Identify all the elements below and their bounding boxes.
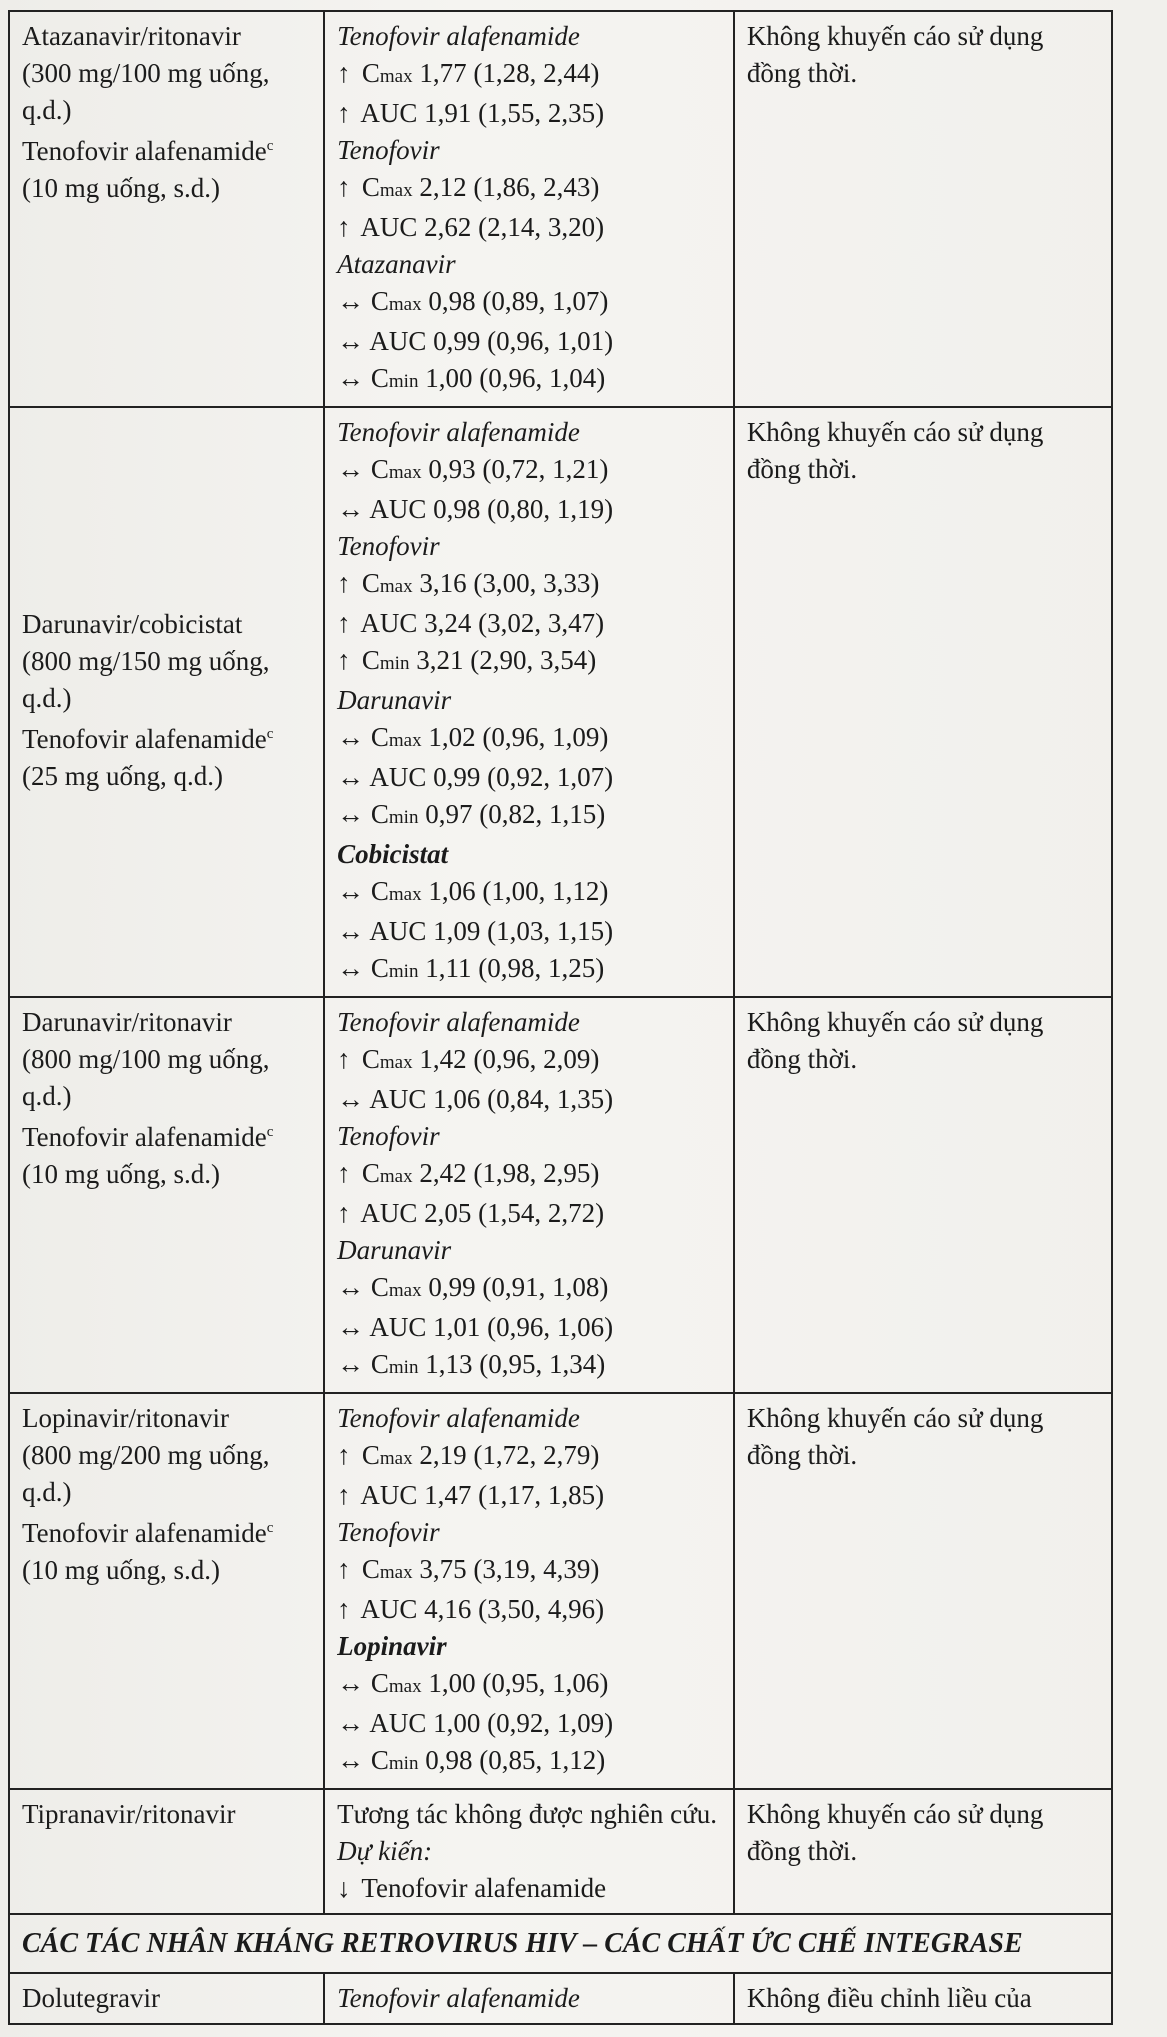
table-body	[9, 11, 1112, 2024]
effect-param: C	[370, 454, 389, 484]
effect-param-sub: max	[379, 576, 413, 597]
table-row	[9, 997, 1112, 1393]
effect-line	[337, 1628, 723, 1665]
effect-line	[337, 1705, 723, 1742]
effect-arrow: ↑	[337, 1158, 351, 1188]
drug-cell	[9, 11, 324, 407]
drug-cell	[9, 1789, 324, 1914]
drug-entry	[22, 1004, 313, 1115]
effect-value: 3,21 (2,90, 3,54)	[416, 645, 597, 675]
drug-dose: (10 mg uống, s.d.)	[22, 173, 220, 203]
drug-entry	[22, 133, 313, 207]
effect-line	[337, 283, 723, 323]
effect-arrow: ↑	[337, 1554, 351, 1584]
recommendation-cell	[734, 407, 1112, 997]
effect-param-sub: max	[379, 66, 413, 87]
effect-line	[337, 1155, 723, 1195]
drug-dose: (10 mg uống, s.d.)	[22, 1159, 220, 1189]
drug-entry	[22, 1400, 313, 1511]
effect-value: 1,06 (0,84, 1,35)	[433, 1084, 614, 1114]
effect-param-sub: min	[388, 807, 419, 828]
effect-param: AUC	[360, 212, 418, 242]
effect-value: 1,09 (1,03, 1,15)	[433, 916, 614, 946]
effect-value: 1,02 (0,96, 1,09)	[428, 722, 609, 752]
effect-arrow: ↔	[337, 1745, 365, 1775]
effect-value: 0,99 (0,92, 1,07)	[433, 762, 614, 792]
recommendation-cell	[734, 11, 1112, 407]
effect-value: 1,91 (1,55, 2,35)	[424, 98, 605, 128]
effect-param: C	[370, 1668, 389, 1698]
effect-arrow: ↔	[337, 876, 365, 906]
effect-value: 0,98 (0,89, 1,07)	[428, 286, 609, 316]
effect-line	[337, 1309, 723, 1346]
drug-entry	[22, 606, 313, 717]
effect-value: 2,62 (2,14, 3,20)	[424, 212, 605, 242]
effect-param: C	[370, 1745, 389, 1775]
effect-value: 0,99 (0,96, 1,01)	[433, 326, 614, 356]
effect-note: Dự kiến:	[337, 1836, 433, 1866]
effect-line	[337, 1437, 723, 1477]
drug-dose: (25 mg uống, q.d.)	[22, 760, 223, 791]
effect-drug: Tenofovir alafenamide	[337, 1007, 580, 1037]
effect-cell	[324, 1789, 734, 1914]
effect-arrow: ↑	[337, 172, 351, 202]
effect-arrow: ↔	[337, 326, 365, 356]
effect-value: 1,00 (0,95, 1,06)	[428, 1668, 609, 1698]
recommendation-text: Không khuyến cáo sử dụng đồng thời.	[746, 417, 1044, 484]
effect-line	[337, 1591, 723, 1628]
drug-dose: (800 mg/150 mg uống, q.d.)	[22, 645, 270, 713]
drug-name: Tenofovir alafenamide	[22, 136, 267, 166]
effect-value: 2,19 (1,72, 2,79)	[419, 1440, 600, 1470]
effect-cell	[324, 407, 734, 997]
effect-arrow: ↑	[337, 58, 351, 88]
effect-param: AUC	[369, 916, 427, 946]
drug-entry	[22, 1515, 313, 1589]
effect-arrow: ↓	[337, 1873, 351, 1903]
effect-param: C	[370, 1272, 389, 1302]
effect-arrow: ↑	[337, 608, 351, 638]
effect-param: AUC	[360, 1594, 418, 1624]
effect-param-sub: max	[388, 462, 422, 483]
effect-note: Tương tác không được nghiên cứu.	[337, 1799, 718, 1829]
effect-param-sub: max	[379, 1166, 413, 1187]
effect-arrow: ↔	[337, 1349, 365, 1379]
effect-drug: Darunavir	[337, 1235, 452, 1265]
drug-name: Lopinavir/ritonavir	[22, 1403, 229, 1433]
effect-line	[337, 169, 723, 209]
effect-param: C	[361, 1158, 380, 1188]
effect-drug: Tenofovir alafenamide	[337, 1403, 580, 1433]
effect-value: 0,93 (0,72, 1,21)	[428, 454, 609, 484]
recommendation-cell	[734, 1973, 1112, 2024]
effect-param-sub: max	[388, 294, 422, 315]
drug-name: Atazanavir/ritonavir	[22, 21, 241, 51]
effect-arrow: ↑	[337, 645, 351, 675]
effect-param-sub: max	[379, 180, 413, 201]
effect-value: 4,16 (3,50, 4,96)	[424, 1594, 605, 1624]
effect-param: C	[370, 876, 389, 906]
effect-line	[337, 360, 723, 400]
effect-line	[337, 796, 723, 836]
recommendation-cell	[734, 997, 1112, 1393]
effect-value: 3,24 (3,02, 3,47)	[424, 608, 605, 638]
effect-value: 0,97 (0,82, 1,15)	[425, 799, 606, 829]
effect-drug: Tenofovir	[337, 1121, 440, 1151]
effect-arrow: ↔	[337, 1272, 365, 1302]
effect-line	[337, 132, 723, 169]
effect-drug: Tenofovir	[337, 531, 440, 561]
effect-drug: Tenofovir alafenamide	[337, 1983, 580, 2013]
effect-drug: Atazanavir	[337, 249, 456, 279]
footnote-mark: c	[266, 1124, 274, 1140]
effect-param: Tenofovir alafenamide	[361, 1873, 607, 1903]
effect-arrow: ↑	[337, 1198, 351, 1228]
effect-arrow: ↔	[337, 916, 365, 946]
effect-cell	[324, 997, 734, 1393]
table-row	[9, 1393, 1112, 1789]
effect-param-sub: max	[388, 1280, 422, 1301]
effect-drug: Darunavir	[337, 685, 452, 715]
recommendation-text: Không điều chỉnh liều của	[746, 1983, 1032, 2013]
recommendation-text: Không khuyến cáo sử dụng đồng thời.	[746, 21, 1044, 88]
effect-value: 0,98 (0,80, 1,19)	[433, 494, 614, 524]
effect-param-sub: max	[388, 1676, 422, 1697]
effect-line	[337, 1269, 723, 1309]
effect-param-sub: max	[379, 1052, 413, 1073]
effect-value: 1,77 (1,28, 2,44)	[419, 58, 600, 88]
effect-line	[337, 1004, 723, 1041]
effect-arrow: ↔	[337, 1668, 365, 1698]
drug-name: Tenofovir alafenamide	[22, 723, 267, 754]
drug-name: Tenofovir alafenamide	[22, 1518, 267, 1548]
drug-dose: (300 mg/100 mg uống, q.d.)	[22, 58, 270, 125]
effect-value: 1,06 (1,00, 1,12)	[428, 876, 609, 906]
effect-param: C	[361, 172, 380, 202]
effect-param-sub: min	[388, 1753, 419, 1774]
effect-value: 3,16 (3,00, 3,33)	[419, 568, 600, 598]
effect-value: 1,00 (0,92, 1,09)	[433, 1708, 614, 1738]
effect-line	[337, 1870, 723, 1907]
effect-line	[337, 1041, 723, 1081]
effect-param-sub: max	[388, 730, 422, 751]
effect-param: AUC	[369, 1312, 427, 1342]
effect-line	[337, 1551, 723, 1591]
effect-line	[337, 1232, 723, 1269]
table-row	[9, 11, 1112, 407]
effect-value: 2,12 (1,86, 2,43)	[419, 172, 600, 202]
effect-line	[337, 1796, 723, 1833]
effect-param-sub: max	[388, 884, 422, 905]
effect-line	[337, 1514, 723, 1551]
drug-dose: (800 mg/100 mg uống, q.d.)	[22, 1044, 270, 1111]
effect-arrow: ↔	[337, 953, 365, 983]
effect-line	[337, 323, 723, 360]
recommendation-text: Không khuyến cáo sử dụng đồng thời.	[746, 1799, 1044, 1866]
footnote-mark: c	[266, 725, 274, 742]
drug-name: Tipranavir/ritonavir	[22, 1799, 236, 1829]
effect-line	[337, 451, 723, 491]
effect-param: AUC	[369, 326, 427, 356]
effect-param-sub: max	[379, 1562, 413, 1583]
effect-line	[337, 1195, 723, 1232]
effect-line	[337, 414, 723, 451]
footnote-mark: c	[266, 1520, 274, 1536]
effect-line	[337, 1400, 723, 1437]
effect-param: C	[370, 953, 389, 983]
effect-line	[337, 1477, 723, 1514]
effect-arrow: ↑	[337, 212, 351, 242]
effect-line	[337, 55, 723, 95]
effect-line	[337, 836, 723, 873]
effect-line	[337, 1665, 723, 1705]
effect-arrow: ↔	[337, 722, 365, 752]
effect-param-sub: min	[388, 961, 419, 982]
effect-value: 1,47 (1,17, 1,85)	[424, 1480, 605, 1510]
drug-cell	[9, 407, 324, 997]
effect-line	[337, 565, 723, 605]
effect-line	[337, 1346, 723, 1386]
effect-value: 0,99 (0,91, 1,08)	[428, 1272, 609, 1302]
drug-name: Darunavir/cobicistat	[22, 608, 243, 639]
effect-line	[337, 18, 723, 55]
effect-arrow: ↔	[337, 286, 365, 316]
recommendation-text: Không khuyến cáo sử dụng đồng thời.	[746, 1007, 1044, 1074]
effect-line	[337, 491, 723, 528]
table-row	[9, 1973, 1112, 2024]
drug-dose: (10 mg uống, s.d.)	[22, 1555, 220, 1585]
effect-param: AUC	[360, 1198, 418, 1228]
drug-entry	[22, 721, 313, 795]
effect-line	[337, 209, 723, 246]
effect-param: C	[361, 645, 380, 675]
drug-cell	[9, 997, 324, 1393]
table-row	[9, 1789, 1112, 1914]
effect-value: 1,11 (0,98, 1,25)	[425, 953, 605, 983]
effect-value: 1,42 (0,96, 2,09)	[419, 1044, 600, 1074]
effect-value: 2,05 (1,54, 2,72)	[424, 1198, 605, 1228]
effect-value: 0,98 (0,85, 1,12)	[425, 1745, 606, 1775]
effect-cell	[324, 11, 734, 407]
drug-name: Darunavir/ritonavir	[22, 1007, 232, 1037]
effect-param: AUC	[369, 1708, 427, 1738]
effect-line	[337, 1833, 723, 1870]
effect-arrow: ↔	[337, 762, 365, 792]
effect-arrow: ↑	[337, 1440, 351, 1470]
effect-param: C	[370, 363, 389, 393]
effect-param: AUC	[369, 1084, 427, 1114]
effect-arrow: ↔	[337, 454, 365, 484]
effect-line	[337, 719, 723, 759]
section-header-row	[9, 1914, 1112, 1973]
table-row	[9, 407, 1112, 997]
drug-entry	[22, 1796, 313, 1833]
effect-arrow: ↑	[337, 1480, 351, 1510]
effect-param: AUC	[360, 608, 418, 638]
effect-param: C	[370, 722, 389, 752]
drug-name: Tenofovir alafenamide	[22, 1122, 267, 1152]
effect-param: AUC	[369, 494, 427, 524]
recommendation-cell	[734, 1393, 1112, 1789]
effect-param-sub: min	[379, 653, 410, 674]
drug-entry	[22, 1119, 313, 1193]
effect-arrow: ↔	[337, 1084, 365, 1114]
effect-param: AUC	[369, 762, 427, 792]
drug-dose: (800 mg/200 mg uống, q.d.)	[22, 1440, 270, 1507]
effect-line	[337, 528, 723, 565]
effect-line	[337, 913, 723, 950]
effect-value: 1,00 (0,96, 1,04)	[425, 363, 606, 393]
effect-line	[337, 1081, 723, 1118]
effect-line	[337, 873, 723, 913]
effect-param: C	[361, 1554, 380, 1584]
effect-line	[337, 759, 723, 796]
effect-line	[337, 246, 723, 283]
effect-value: 1,13 (0,95, 1,34)	[425, 1349, 606, 1379]
effect-drug: Cobicistat	[337, 839, 449, 869]
effect-param: C	[361, 1044, 380, 1074]
effect-drug: Tenofovir	[337, 1517, 440, 1547]
effect-param: C	[370, 799, 389, 829]
effect-param-sub: min	[388, 1357, 419, 1378]
effect-value: 2,42 (1,98, 2,95)	[419, 1158, 600, 1188]
recommendation-text: Không khuyến cáo sử dụng đồng thời.	[746, 1403, 1044, 1470]
drug-name: Dolutegravir	[22, 1983, 160, 2013]
effect-cell	[324, 1973, 734, 2024]
effect-arrow: ↔	[337, 494, 365, 524]
effect-param-sub: min	[388, 371, 419, 392]
effect-line	[337, 605, 723, 642]
effect-param: C	[370, 286, 389, 316]
effect-line	[337, 682, 723, 719]
effect-value: 1,01 (0,96, 1,06)	[433, 1312, 614, 1342]
effect-param: C	[361, 58, 380, 88]
effect-param: C	[361, 568, 380, 598]
effect-param: C	[370, 1349, 389, 1379]
effect-arrow: ↔	[337, 799, 365, 829]
effect-arrow: ↔	[337, 363, 365, 393]
drug-entry	[22, 18, 313, 129]
effect-arrow: ↔	[337, 1312, 365, 1342]
effect-line	[337, 950, 723, 990]
effect-cell	[324, 1393, 734, 1789]
drug-cell	[9, 1393, 324, 1789]
effect-param-sub: max	[379, 1448, 413, 1469]
effect-drug: Tenofovir alafenamide	[337, 417, 580, 447]
effect-line	[337, 95, 723, 132]
effect-param: AUC	[360, 98, 418, 128]
effect-drug: Lopinavir	[337, 1631, 447, 1661]
recommendation-cell	[734, 1789, 1112, 1914]
effect-arrow: ↑	[337, 1044, 351, 1074]
effect-arrow: ↑	[337, 568, 351, 598]
footnote-mark: c	[266, 138, 274, 154]
effect-param: C	[361, 1440, 380, 1470]
effect-drug: Tenofovir	[337, 135, 440, 165]
effect-line	[337, 1118, 723, 1155]
drug-cell	[9, 1973, 324, 2024]
effect-value: 3,75 (3,19, 4,39)	[419, 1554, 600, 1584]
interaction-table	[8, 10, 1113, 2025]
effect-arrow: ↑	[337, 1594, 351, 1624]
effect-param: AUC	[360, 1480, 418, 1510]
effect-drug: Tenofovir alafenamide	[337, 21, 580, 51]
effect-arrow: ↑	[337, 98, 351, 128]
section-header: CÁC TÁC NHÂN KHÁNG RETROVIRUS HIV – CÁC CHẤT ỨC CHẾ INTEGRASE	[9, 1914, 1112, 1973]
effect-line	[337, 1742, 723, 1782]
effect-line	[337, 642, 723, 682]
effect-arrow: ↔	[337, 1708, 365, 1738]
